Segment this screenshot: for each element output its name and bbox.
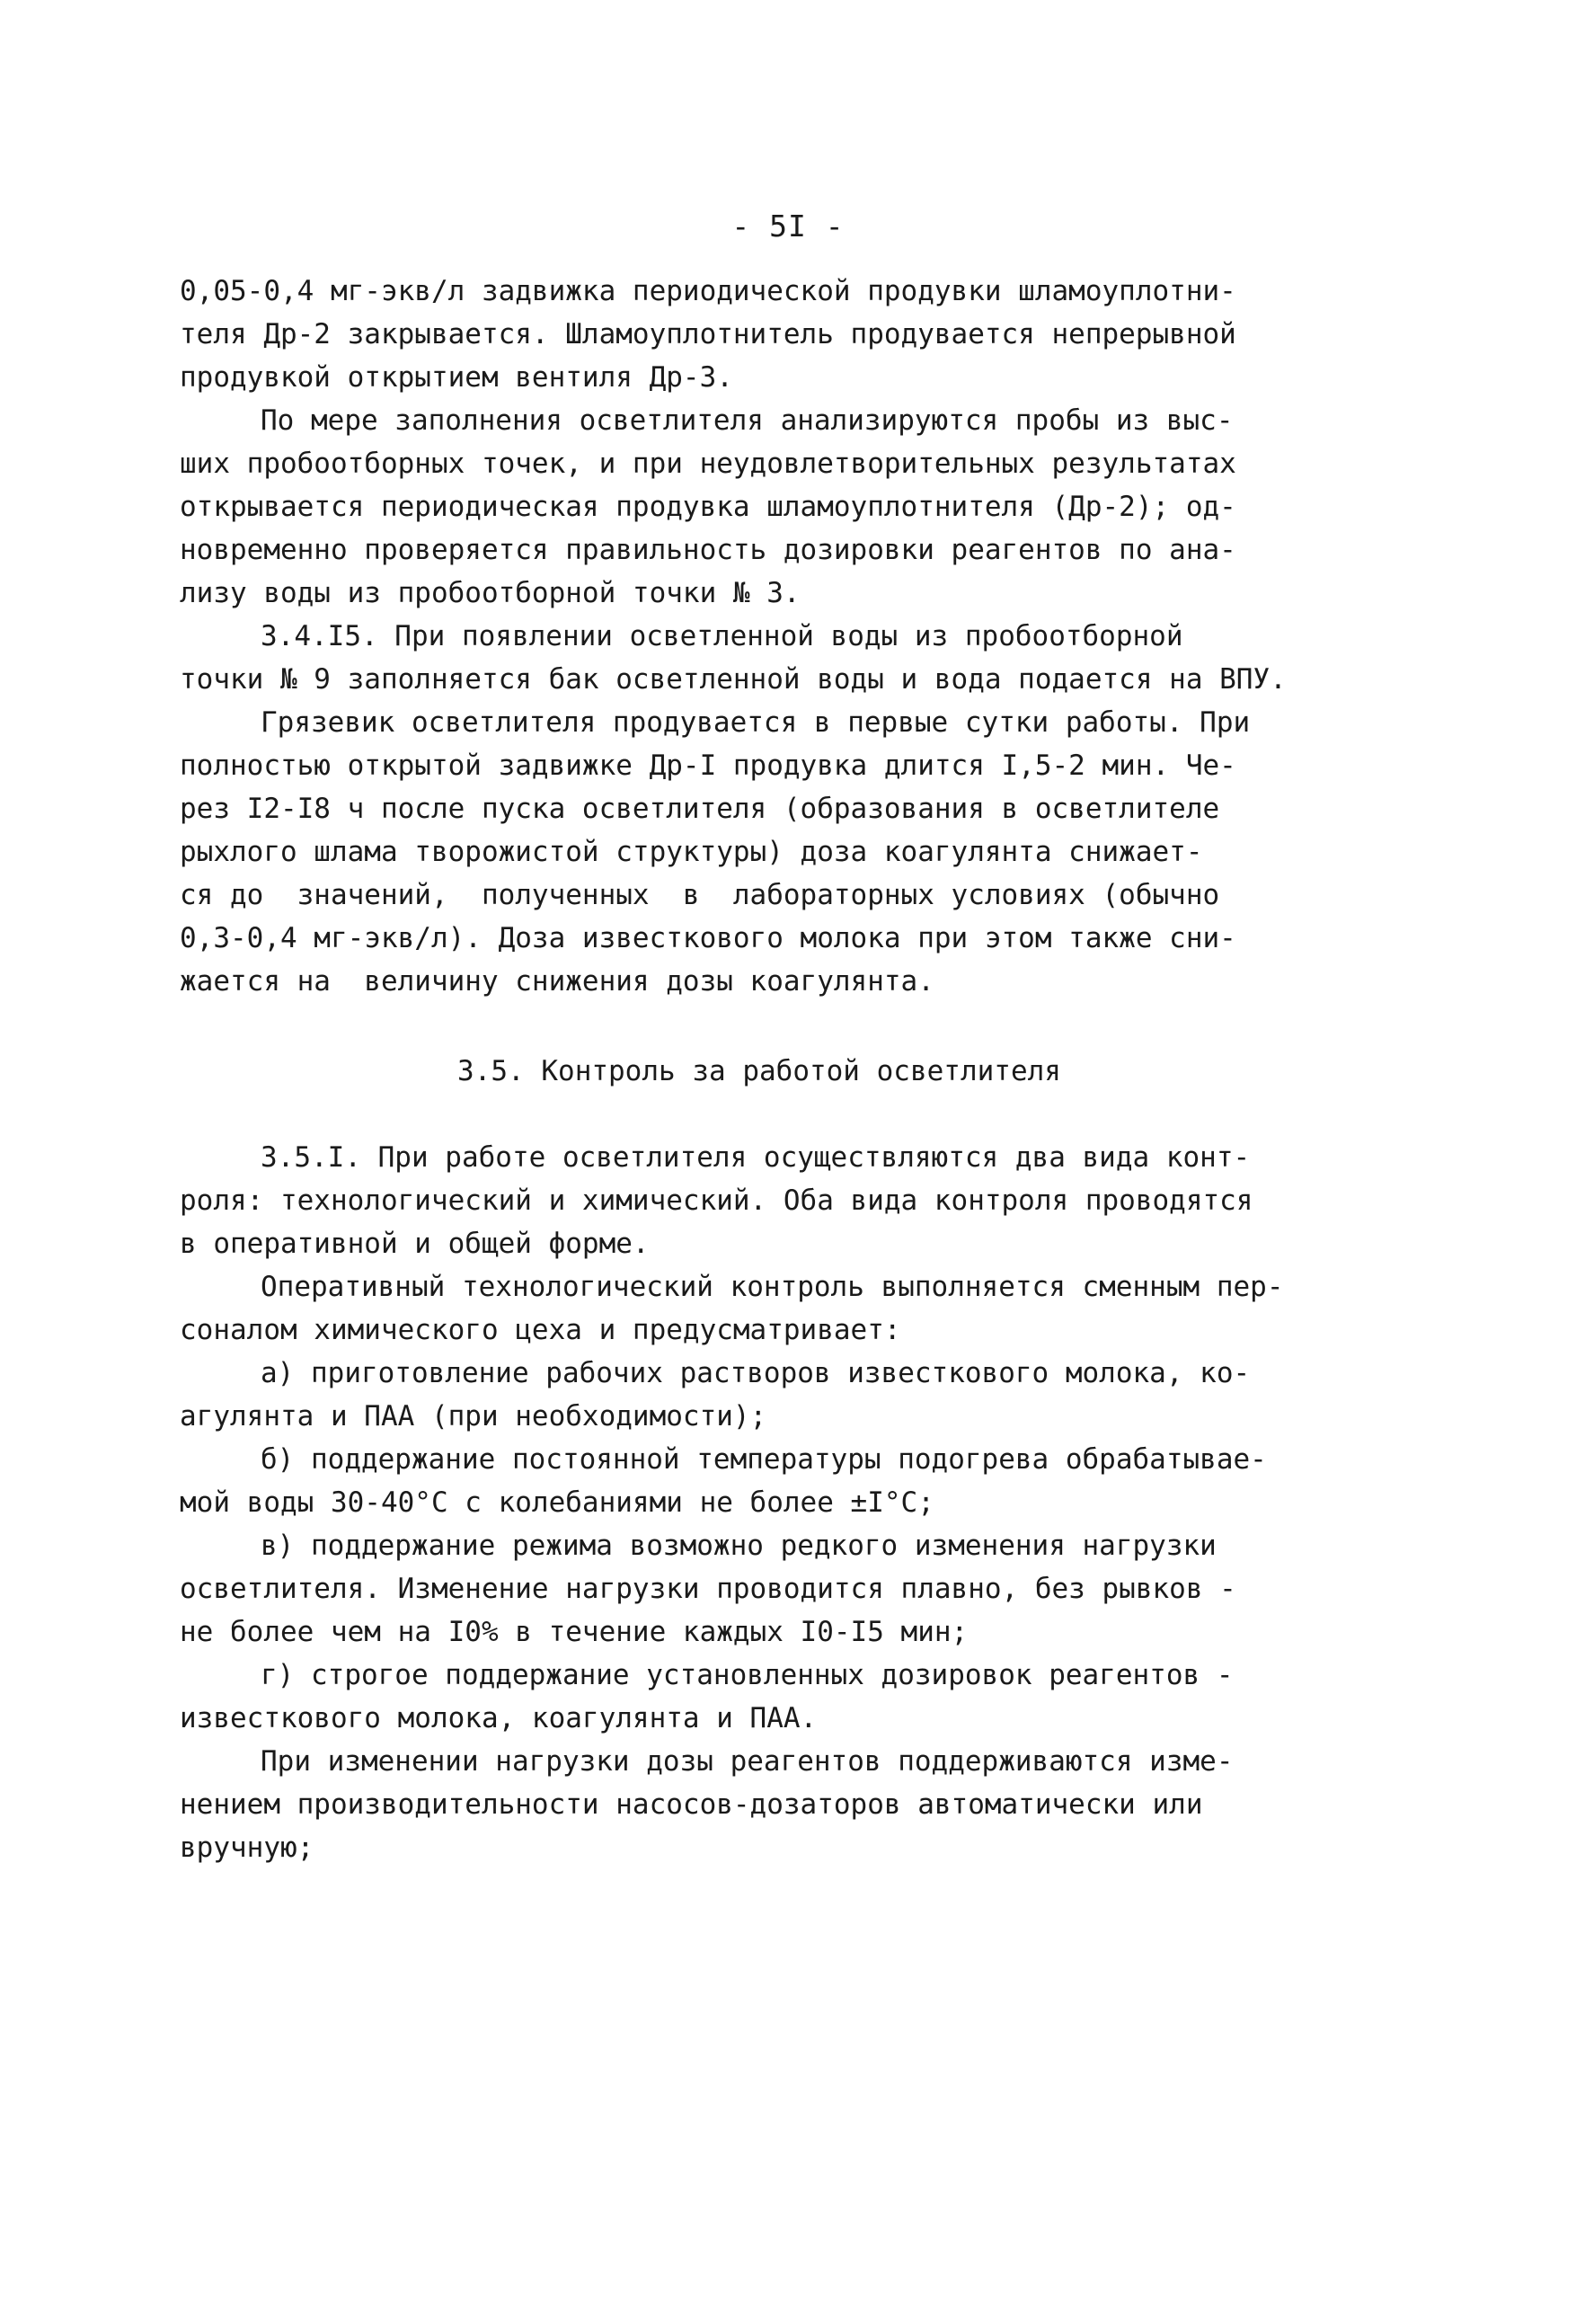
text-line: ших пробоотборных точек, и при неудовлетворительных результатах (180, 448, 1236, 480)
text-line: новременно проверяется правильность дозировки реагентов по ана- (180, 534, 1236, 566)
text-line: продувкой открытием вентиля Др-3. (180, 361, 733, 394)
text-line: 3.4.I5. При появлении осветленной воды из пробоотборной (261, 620, 1183, 652)
text-line: вручную; (180, 1832, 314, 1864)
text-line: жается на величину снижения дозы коагулянта. (180, 965, 934, 998)
text-line: 3.5.I. При работе осветлителя осуществляются два вида конт- (261, 1141, 1251, 1174)
text-line: а) приготовление рабочих растворов известкового молока, ко- (261, 1357, 1251, 1389)
text-line: 0,05-0,4 мг-экв/л задвижка периодической продувки шламоуплотни- (180, 275, 1236, 307)
text-line: не более чем на I0% в течение каждых I0-I5 мин; (180, 1616, 969, 1648)
text-line: соналом химического цеха и предусматривает: (180, 1314, 901, 1346)
text-line: г) строгое поддержание установленных дозировок реагентов - (261, 1659, 1234, 1691)
list-item-a (180, 1352, 1339, 1438)
text-line: нением производительности насосов-дозаторов автоматически или (180, 1788, 1203, 1821)
text-line: Оперативный технологический контроль выполняется сменным пер- (261, 1271, 1284, 1303)
list-item-g (180, 1654, 1339, 1740)
paragraph-mud-trap (180, 701, 1339, 1003)
paragraph-filling-analysis (180, 399, 1339, 615)
text-line: теля Др-2 закрывается. Шламоуплотнитель продувается непрерывной (180, 318, 1236, 350)
text-line: агулянта и ПАА (при необходимости); (180, 1400, 767, 1433)
text-line: осветлителя. Изменение нагрузки проводится плавно, без рывков - (180, 1573, 1236, 1605)
text-line: точки № 9 заполняется бак осветленной воды и вода подается на ВПУ. (180, 663, 1287, 696)
text-line: По мере заполнения осветлителя анализируются пробы из выс- (261, 404, 1234, 437)
paragraph-3-5-1 (180, 1136, 1339, 1265)
page-number: - 5I - (731, 208, 845, 244)
paragraph-load-change (180, 1740, 1339, 1869)
text-line: открывается периодическая продувка шламоуплотнителя (Др-2); од- (180, 491, 1236, 523)
text-line: мой воды 30-40°С с колебаниями не более ±I°С; (180, 1486, 934, 1519)
list-item-b (180, 1438, 1339, 1524)
text-line: лизу воды из пробоотборной точки № 3. (180, 577, 801, 609)
text-line: известкового молока, коагулянта и ПАА. (180, 1702, 818, 1734)
text-line: При изменении нагрузки дозы реагентов поддерживаются изме- (261, 1745, 1234, 1778)
section-heading: 3.5. Контроль за работой осветлителя (457, 1055, 1061, 1087)
text-line: в) поддержание режима возможно редкого изменения нагрузки (261, 1530, 1217, 1562)
text-line: ся до значений, полученных в лабораторных условиях (обычно (180, 879, 1220, 911)
paragraph-continuation (180, 270, 1339, 399)
text-line: рыхлого шлама творожистой структуры) доза коагулянта снижает- (180, 836, 1203, 868)
paragraph-operative-control (180, 1265, 1339, 1352)
text-line: б) поддержание постоянной температуры подогрева обрабатывае- (261, 1443, 1267, 1476)
body-text (180, 270, 1339, 1869)
text-line: рез I2-I8 ч после пуска осветлителя (образования в осветлителе (180, 793, 1220, 825)
text-line: Грязевик осветлителя продувается в первые сутки работы. При (261, 706, 1251, 739)
list-item-v (180, 1524, 1339, 1654)
text-line: 0,3-0,4 мг-экв/л). Доза известкового молока при этом также сни- (180, 922, 1236, 954)
text-line: в оперативной и общей форме. (180, 1228, 650, 1260)
text-line: полностью открытой задвижке Др-I продувка длится I,5-2 мин. Че- (180, 750, 1236, 782)
text-line: роля: технологический и химический. Оба вида контроля проводятся (180, 1184, 1253, 1217)
paragraph-3-4-15 (180, 615, 1339, 701)
